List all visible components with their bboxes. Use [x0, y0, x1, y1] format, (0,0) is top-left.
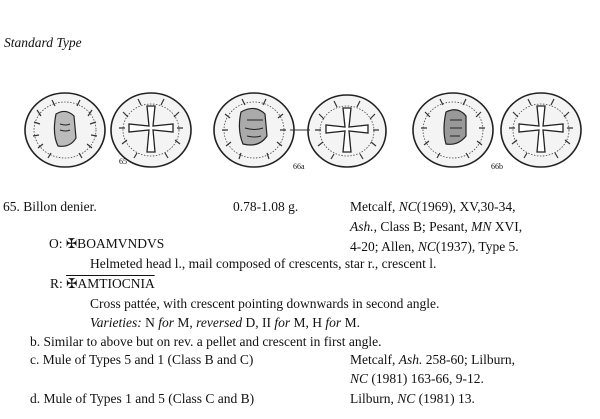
sub-entry-d-reference: Lilburn, NC (1981) 13. [350, 391, 475, 406]
sub-entry-c-reference-2: NC (1981) 163-66, 9-12. [350, 371, 484, 386]
reverse-legend: R: ✠AMTIOCNIA [50, 276, 155, 291]
varieties-line: Varieties: N for M, reversed D, II for M, H for M. [90, 315, 360, 330]
reference-line-2: Ash., Class B; Pesant, MN XVI, [350, 219, 523, 234]
reference-line-1: Metcalf, NC(1969), XV,30-34, [350, 199, 516, 214]
section-title: Standard Type [4, 35, 82, 50]
entry-heading: 65. Billon denier. [3, 199, 97, 214]
reverse-description: Cross pattée, with crescent pointing downwards in second angle. [90, 296, 440, 311]
reference-line-3: 4-20; Allen, NC(1937), Type 5. [350, 239, 519, 254]
obverse-description: Helmeted head l., mail composed of crescents, star r., crescent l. [90, 256, 437, 271]
coin-65-obverse-image [22, 90, 108, 170]
coin-connector-line [290, 128, 310, 132]
figure-label-65: 65 [119, 157, 127, 166]
coin-66a-obverse-image [211, 90, 297, 170]
coin-66a-reverse-image [305, 92, 389, 170]
sub-entry-b: b. Similar to above but on rev. a pellet and crescent in first angle. [30, 334, 382, 349]
figure-label-66b: 66b [491, 162, 503, 171]
entry-weight: 0.78-1.08 g. [233, 199, 299, 214]
coin-66b-reverse-image [498, 90, 584, 170]
sub-entry-c-reference-1: Metcalf, Ash. 258-60; Lilburn, [350, 352, 515, 367]
sub-entry-d: d. Mule of Types 1 and 5 (Class C and B) [30, 391, 255, 406]
sub-entry-c: c. Mule of Types 5 and 1 (Class B and C) [30, 352, 254, 367]
obverse-legend: O: ✠BOAMVNDVS [49, 236, 165, 251]
figure-label-66a: 66a [293, 162, 305, 171]
coin-66b-obverse-image [410, 90, 496, 170]
